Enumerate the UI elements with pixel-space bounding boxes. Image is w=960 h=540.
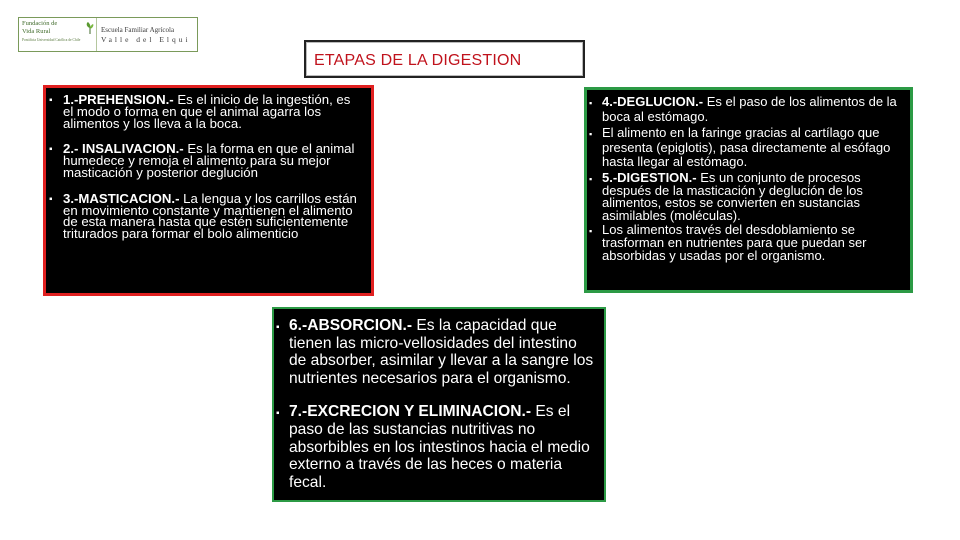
- item-heading: 4.-DEGLUCION.-: [602, 94, 704, 109]
- title-box: [304, 40, 585, 78]
- bullet-icon: ▪: [589, 173, 593, 184]
- item-text: Los alimentos través del desdoblamiento se trasforman en nutrientes para que puedan ser absorbidas y usadas por el organismo.: [602, 222, 867, 263]
- item-text: La lengua y los carrillos están en movimiento constante y mantienen el alimento de esta manera hasta que estén suficientemente triturados para formar el bolo alimenticio: [63, 190, 357, 242]
- bullet-icon: ▪: [589, 98, 593, 108]
- item-heading: 1.-PREHENSION.-: [63, 92, 174, 107]
- stages-list-3: [274, 309, 604, 491]
- bullet-icon: ▪: [589, 129, 593, 140]
- stages-box-2: [584, 87, 913, 293]
- list-item: [589, 126, 904, 170]
- item-text: Es la capacidad que tienen las micro-vellosidades del intestino de absorber, asimilar y llevar a la sangre los nutrientes necesarios para el organismo.: [289, 317, 594, 387]
- bullet-icon: ▪: [49, 193, 53, 205]
- item-text: Es la forma en que el animal humedece y remoja el alimento para su mejor masticación y posterior deglución: [63, 141, 355, 180]
- logo-right-line1: Escuela Familiar Agrícola: [101, 25, 175, 34]
- bullet-icon: ▪: [276, 322, 280, 333]
- logo-left-line1: Fundación de: [22, 20, 58, 27]
- bullet-icon: ▪: [49, 95, 53, 106]
- stages-list-2: [587, 90, 910, 262]
- item-text: El alimento en la faringe gracias al cartílago que presenta (epiglotis), pasa directamente al esófago hasta llegar al estómago.: [602, 125, 891, 170]
- item-heading: 2.- INSALIVACION.-: [63, 141, 184, 157]
- logo-left-line2: Vida Rural: [22, 28, 51, 35]
- list-item: [49, 94, 361, 129]
- item-heading: 3.-MASTICACION.-: [63, 190, 180, 206]
- list-item: [276, 317, 598, 387]
- bullet-icon: ▪: [589, 226, 593, 237]
- page-title: ETAPAS DE LA DIGESTION: [314, 52, 522, 69]
- logo-left-sub: Pontificia Universidad Católica de Chile: [22, 38, 81, 42]
- leaf-icon: [85, 22, 95, 34]
- item-text: Es el paso de las sustancias nutritivas no absorbibles en los intestinos hacia el medio externo a través de las heces o materia fecal.: [289, 403, 590, 491]
- list-item: [589, 224, 904, 262]
- item-heading: 6.-ABSORCION.-: [289, 317, 413, 334]
- bullet-icon: ▪: [49, 144, 53, 156]
- stages-box-1: [43, 85, 374, 296]
- item-heading: 5.-DIGESTION.-: [602, 169, 697, 185]
- stages-box-3: [272, 307, 606, 502]
- list-item: [49, 190, 361, 242]
- list-item: [276, 403, 598, 491]
- logo: [18, 17, 198, 52]
- stages-list-1: [46, 88, 371, 240]
- bullet-icon: ▪: [276, 408, 280, 420]
- list-item: [49, 143, 361, 178]
- logo-school: [97, 26, 191, 44]
- item-text: Es el paso de los alimentos de la boca al estómago.: [602, 94, 897, 124]
- list-item: [589, 169, 904, 223]
- list-item: [589, 95, 904, 124]
- item-heading: 7.-EXCRECION Y ELIMINACION.-: [289, 403, 532, 421]
- logo-foundation: [19, 18, 97, 51]
- item-text: Es el inicio de la ingestión, es el modo o forma en que el animal agarra los alimentos y los lleva a la boca.: [63, 92, 351, 131]
- logo-right-line2: Valle del Elqui: [101, 34, 191, 44]
- item-text: Es un conjunto de procesos después de la masticación y deglución de los alimentos, estos se convierten en sustancias asimilables (moléculas).: [602, 169, 863, 223]
